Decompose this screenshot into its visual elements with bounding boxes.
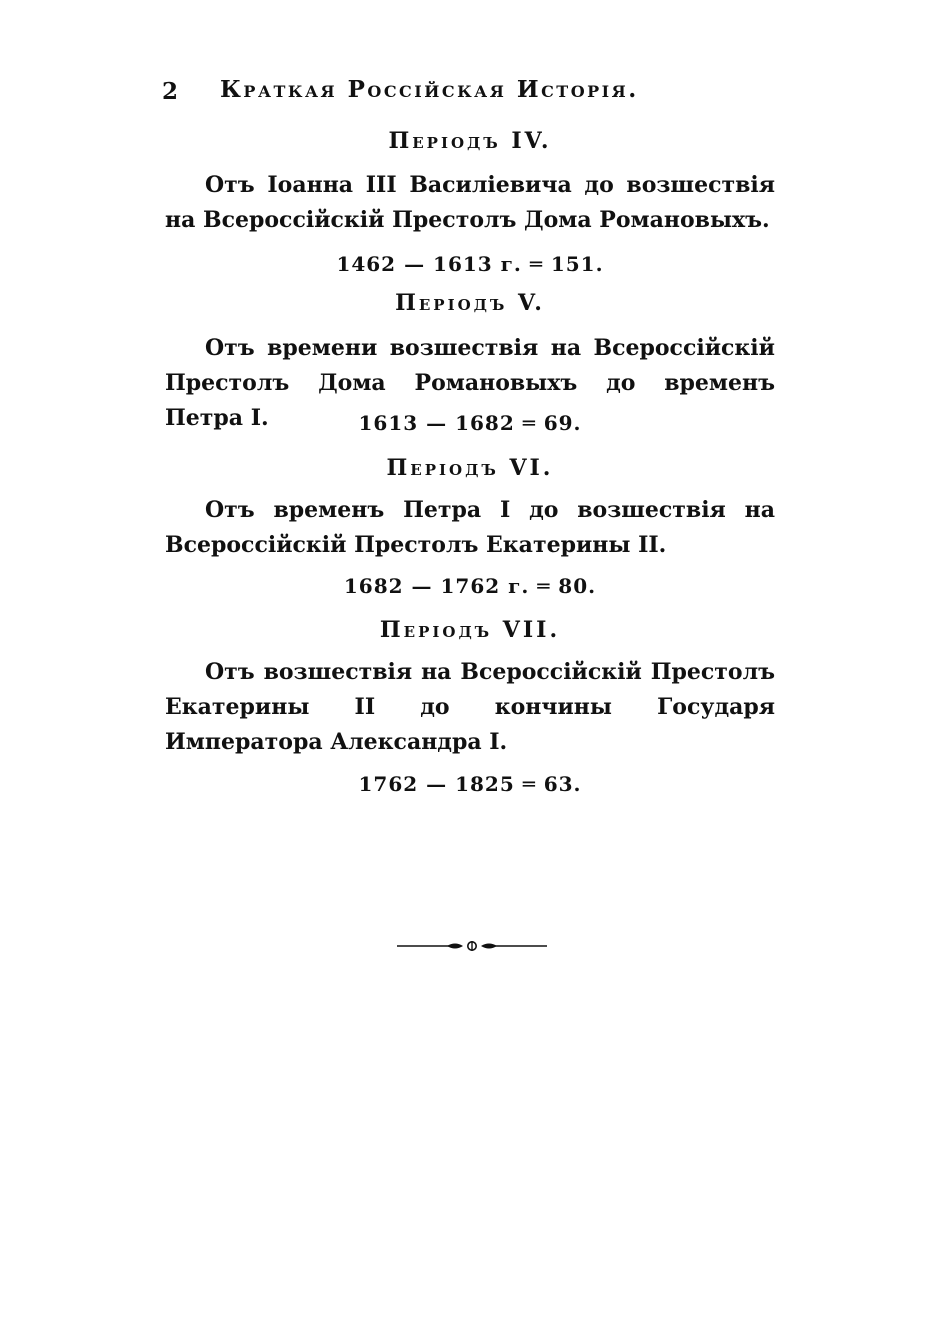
period-heading: Періодъ VI. [386,455,554,481]
period-dates: 1462 — 1613 г. ═ 151. [336,252,604,276]
period-heading: Періодъ V. [395,290,545,316]
page-number: 2 [162,78,179,105]
page-header [162,76,722,110]
running-title: Краткая Россійская Исторія. [220,76,639,103]
period-description: Отъ времени возшествія на Всероссійскій Престолъ Дома Романовыхъ до временъ Петра I. [165,335,775,431]
ornament-divider-icon [397,938,547,954]
period-heading: Періодъ VII. [379,617,561,643]
period-description: Отъ возшествія на Всероссійскій Престолъ Екатерины II до кончины Государя Императора Александра I. [165,659,775,755]
period-heading: Періодъ IV. [388,128,552,154]
period-description: Отъ Іоанна III Василіевича до возшествія на Всероссійскій Престолъ Дома Романовыхъ. [165,172,775,233]
period-dates: 1613 — 1682 ═ 69. [358,411,582,435]
period-description: Отъ временъ Петра I до возшествія на Всероссійскій Престолъ Екатерины II. [165,497,775,558]
period-dates: 1762 — 1825 ═ 63. [358,772,582,796]
period-dates: 1682 — 1762 г. ═ 80. [343,574,597,598]
